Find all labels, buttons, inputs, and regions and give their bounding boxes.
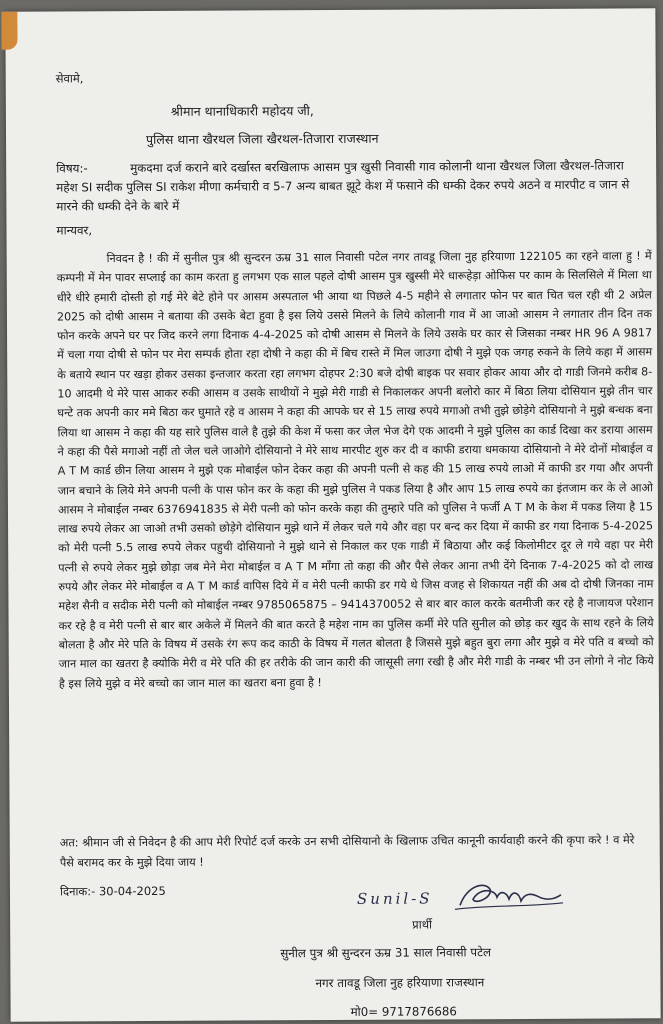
respected-greeting: मान्यवर, bbox=[56, 223, 93, 238]
handwritten-signature bbox=[355, 875, 565, 916]
orange-corner-object bbox=[1, 12, 17, 50]
request-paragraph: अत: श्रीमान जी से निवेदन है की आप मेरी रिपोर्ट दर्ज करके उन सभी दोसियानो के खिलाफ उचित कानूनी कार्यवाही करने की कृपा करे ! व मेरे पैसे बरामद कर के मुझे दिया जाय ! bbox=[59, 833, 635, 870]
subject-block bbox=[56, 156, 648, 216]
subject-label: विषय:- bbox=[56, 161, 88, 176]
letter-page bbox=[5, 8, 660, 1021]
sender-line-2: नगर तावडू जिला नुह हरियाणा राजस्थान bbox=[315, 975, 485, 991]
letter-date: दिनाक:- 30-04-2025 bbox=[59, 883, 166, 899]
addressee-line-1: श्रीमान थानाधिकारी महोदय जी, bbox=[170, 103, 314, 119]
letter-body: निवदन है ! की में सुनील पुत्र श्री सुन्दरन ऊम्र 31 साल निवासी पटेल नगर तावडू जिला नुह हरियाणा 122105 का रहने वाला हु ! में कम्पनी में मेन पावर सप्लाई का काम करता हु लगभग एक साल पहले दोषी आसम पुत्र खुस्सी मेरे धारूहेड़ा ओफिस पर काम के सिलसिले में मिला था धीरे धीरे हमारी दोस्ती हो गई मेरे बेटे होने पर आसम अस्पताल भी आया था पिछले 4-5 महीने से लगातार फोन पर बात चित चल रही थी 2 अप्रेल 2025 को दोषी आसम ने बताया की उसके बेटा हुवा है इस लिये उससे मिलने के लिये कोलानी गाव में आ जाओ आसम ने लगातार तीन दिन तक फोन करके अपने घर पर जिद करने लगा दिनाक 4-4-2025 को दोषी आसम से मिलने के लिये उसके घर कार से जिसका नम्बर HR 96 A 9817 में चला गया दोषी से फोन पर मेरा सम्पर्क होता रहा दोषी ने कहा की में बिच रास्ते में मिल जाउगा दोषी ने मुझे एक जगह रुकने के लिये कहा में आसम के बताये स्थान पर खड़ा होकर उसका इन्तजार करता रहा लगभग दोहपर 2:30 बजे दोषी बाइक पर सवार होकर आया और दो गाडी जिनमे करीब 8-10 आदमी थे मेरे पास आकर रुकी आसम व उसके साथीयों ने मुझे मेरी गाडी से निकालकर अपनी बलोरो कार में बिठा लिया दोसियान मुझे तीन चार घन्टे तक अपनी कार ममे बिठा कर घुमाते रहे व आसम ने कहा की आपके घर से 15 लाख रुपये मगाओ तभी तुझे छोड़ेगे दोसियानो ने मुझे बन्धक बना लिया था आसम ने कहा की यह सारे पुलिस वाले है तुझे की केश में फसा कर जेल भेज देगे एक आदमी ने मुझे पुलिस का कार्ड दिखा कर डराया आसम ने कहा की पैसे मगाओ नहीं तो जेल चले जाओगे दोसियानो ने मेरे साथ मारपीट शुरु कर दी व काफी डराया धमकाया दोसियानो ने मेरे दोनों मोबाईल व A T M कार्ड छीन लिया आसम ने मुझे एक मोबाईल फोन देकर कहा की अपनी पत्नी से कह की 15 लाख रुपये लाओ में काफी डर गया और अपनी जान बचाने के लिये मेने अपनी पत्नी के पास फोन कर के कहा की मुझे पुलिस ने पकड लिया है और आप 15 लाख रुपये का इंतजाम कर के ले आओ आसम ने मोबाईल नम्बर 6376941835 से मेरी पत्नी को फोन करके कहा की तुम्हारे पति को पुलिस ने फर्जी A T M के केश में पकड लिया है 15 लाख रुपये लेकर आ जाओ तभी उसको छोड़ेगे दोसियान मुझे थाने में लेकर चले गये और वहा पर बन्द कर दिया में काफी डर गया दिनाक 5-4-2025 को मेरी पत्नी 5.5 लाख रुपये लेकर पहुची दोसियानो ने मुझे थाने से निकाल कर एक गाडी में बिठाया और कई किलोमीटर दूर ले गये वहा पर मेरी पत्नी से रुपये लेकर मुझे छोड़ा जब मेने मेरा मोबाईल व A T M माँगा तो कहा की और पैसे लेकर आना तभी देंगे दिनाक 7-4-2025 को दो लाख रुपये और लेकर मेरे मोबाईल व A T M कार्ड वापिस दिये में व मेरी पत्नी काफी डर गये थे जिस वजह से शिकायत नहीं की अब दो दोषी जिनका नाम महेश सैनी व सदीक मेरी पत्नी को मोबाईल नम्बर 9785065875 – 9414370052 से बार बार काल करके बतमीजी कर रहे है नाजायज परेशान कर रहे है व मेरी पत्नी से बार बार अकेले में मिलने की बात करते है महेश नाम का पुलिस कर्मी मेरे पति सुनील को छोड़ कर खुद के साथ रहने के लिये बोलता है और मेरे पति के विषय में उसके रंग रूप कद काठी के विषय में गलत बोलता है जिससे मुझे बहुत बुरा लगा और मुझे व मेरे पति व बच्चो को जान माल का खतरा है क्योकि मेरी व मेरे पति की हर तरीके की जान कारी की जासूसी लगा रखी है और मेरी गाडी के नम्बर भी उन लोगो ने नोट किये है इस लिये मुझे व मेरे बच्चो का जान माल का खतरा बना हुवा है ! bbox=[56, 249, 654, 690]
applicant-label: प्रार्थी bbox=[412, 917, 433, 932]
svg-text:Sunil-S: Sunil-S bbox=[356, 889, 433, 908]
sender-mobile: मो0= 9717876686 bbox=[350, 1004, 457, 1019]
addressee-line-2: पुलिस थाना खैरथल जिला खैरथल-तिजारा राजस्थान bbox=[145, 130, 379, 147]
salutation: सेवामे, bbox=[55, 71, 84, 86]
subject-text: मुकदमा दर्ज कराने बारे दर्खास्त बरखिलाफ आसम पुत्र खुसी निवासी गाव कोलानी थाना खैरथल जिला खैरथल-तिजारा महेश SI सदीक पुलिस SI राकेश मीणा कर्मचारी व 5-7 अन्य बाबत झूटे केश में फसाने की धम्की देकर रुपये अठने व मारपीट व जान से मारने की धम्की देने के बारे में bbox=[56, 158, 630, 214]
sender-line-1: सुनील पुत्र श्री सुन्दरन ऊम्र 31 साल निवासी पटेल bbox=[280, 945, 492, 961]
